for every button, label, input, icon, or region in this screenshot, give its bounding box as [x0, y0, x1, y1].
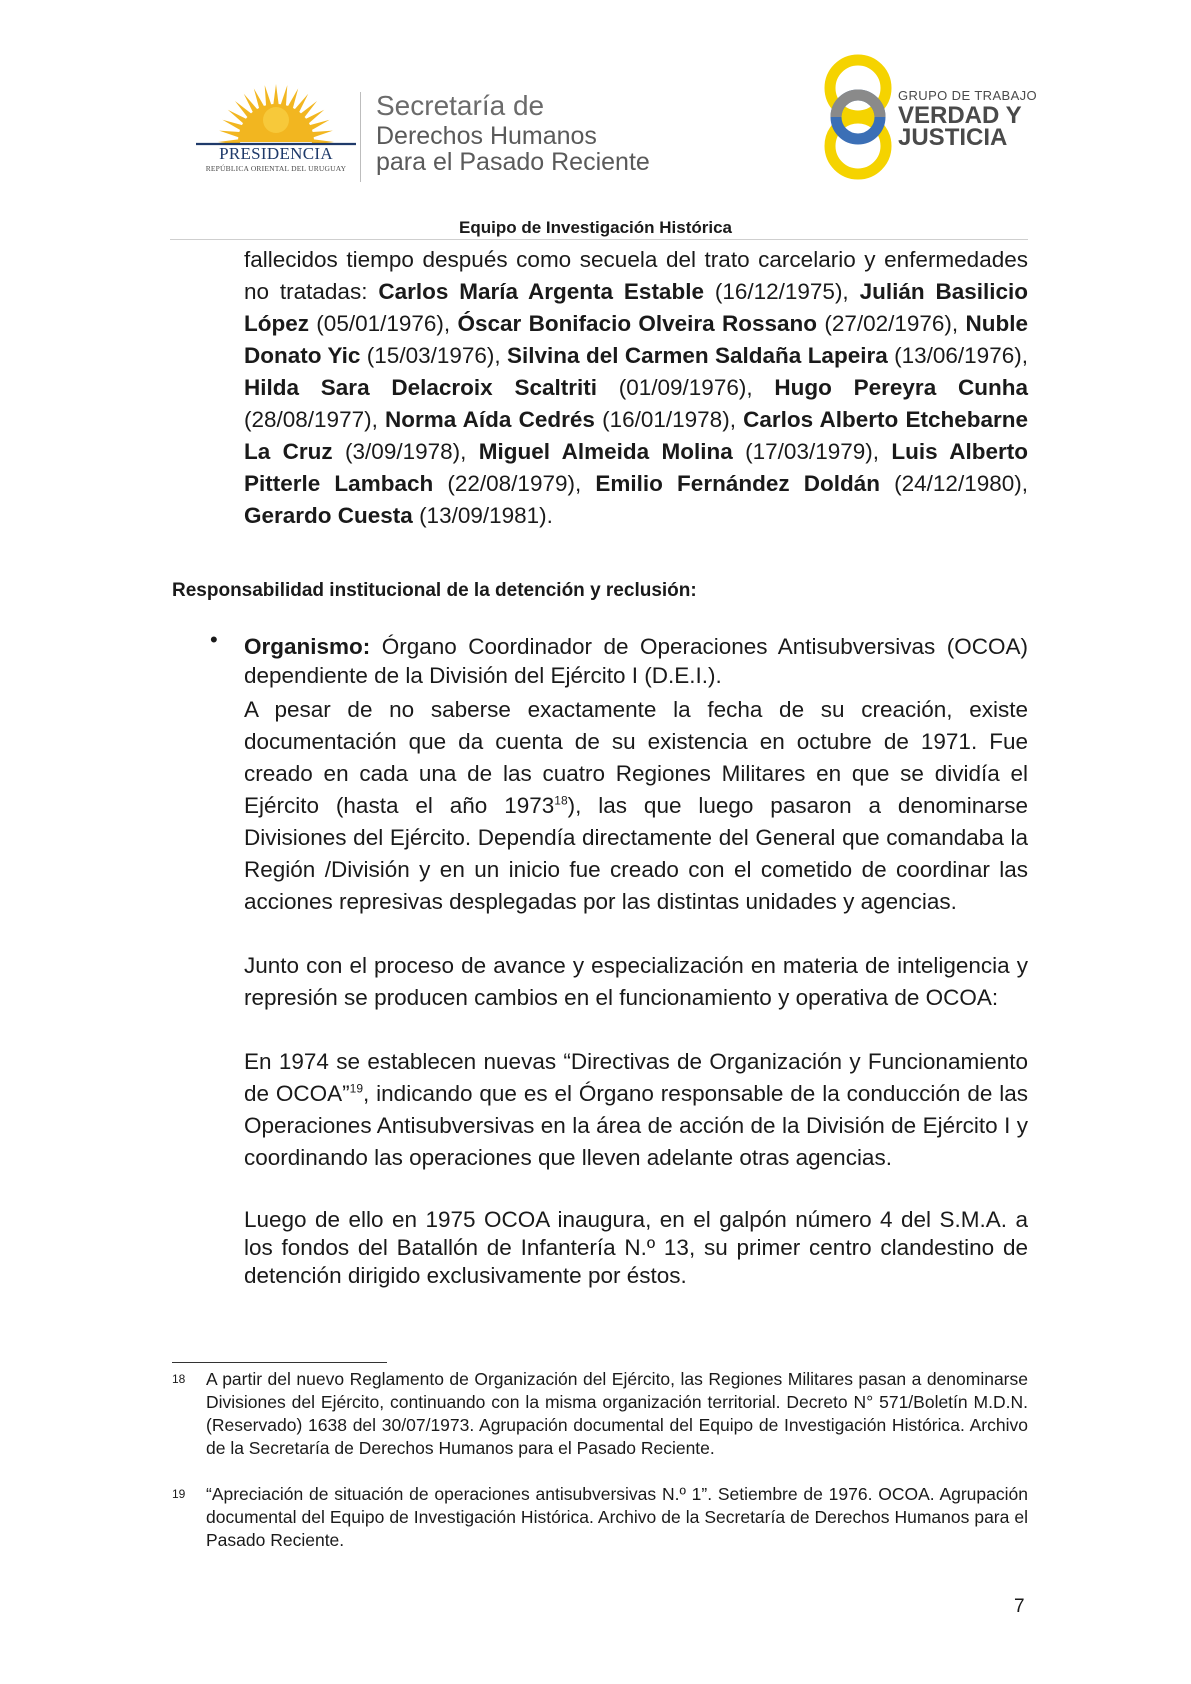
person-name: Hilda Sara Delacroix Scaltriti — [244, 375, 597, 400]
footnote-separator — [172, 1362, 387, 1363]
directives-paragraph — [244, 1046, 1028, 1174]
footnote-text: “Apreciación de situación de operaciones antisubversivas N.º 1”. Setiembre de 1976. OCOA. Agrupación documental del Equipo de Investigación Histórica. Archivo de la Secretaría de Derechos Humanos para el Pasado Reciente. — [206, 1484, 1028, 1550]
directives-text-a: En 1974 se establecen nuevas “Directivas de Organización y Funcionamiento de OCOA” — [244, 1049, 1028, 1106]
person-date: (17/03/1979), — [732, 439, 892, 464]
justicia-label: JUSTICIA — [898, 124, 1008, 151]
person-name: Emilio Fernández Doldán — [595, 471, 880, 496]
person-date: (13/09/1981). — [412, 503, 553, 528]
secretaria-line-2: Derechos Humanos — [376, 122, 597, 150]
person-name: Luis Alberto Pitterle Lambach — [244, 439, 1028, 496]
creation-text-b: ), las que luego pasaron a denominarse Divisiones del Ejército. Dependía directamente del General que comandaba la Región /División y en un inicio fue creado con el cometido de coordinar las acciones represivas desplegadas por las distintas unidades y agencias. — [244, 793, 1029, 914]
directives-text-b: , indicando que es el Órgano responsable de la conducción de las Operaciones Antisubversivas en la área de acción de la División de Ejército I y coordinando las operaciones que lleven adelante otras agencias. — [244, 1081, 1028, 1170]
footnote-ref[interactable]: 18 — [554, 793, 568, 808]
person-name: Gerardo Cuesta — [244, 503, 413, 528]
person-date: (16/01/1978), — [594, 407, 744, 432]
person-date: (28/08/1977), — [244, 407, 386, 432]
footnote-18 — [172, 1368, 1028, 1460]
footnote-number: 18 — [172, 1372, 186, 1386]
person-date: (01/09/1976), — [596, 375, 775, 400]
header-rule — [170, 239, 1028, 240]
presidencia-subtitle: REPÚBLICA ORIENTAL DEL URUGUAY — [205, 164, 347, 173]
person-name: Hugo Pereyra Cunha — [774, 375, 1028, 400]
person-name: Miguel Almeida Molina — [478, 439, 733, 464]
secretaria-line-3: para el Pasado Reciente — [376, 148, 650, 176]
person-name: Julián Basilicio López — [244, 279, 1028, 336]
header-divider — [360, 92, 361, 182]
person-date: (05/01/1976), — [309, 311, 458, 336]
team-title: Equipo de Investigación Histórica — [459, 218, 732, 237]
organismo-text: Órgano Coordinador de Operaciones Antisubversivas (OCOA) dependiente de la División del Ejército I (D.E.I.). — [244, 634, 1028, 688]
verdad-justicia-logo — [818, 54, 898, 184]
person-date: (13/06/1976), — [887, 343, 1028, 368]
person-name: Nuble Donato Yic — [244, 311, 1028, 368]
bullet-marker: • — [210, 627, 218, 652]
person-name: Silvina del Carmen Saldaña Lapeira — [507, 343, 888, 368]
deceased-intro: fallecidos tiempo después como secuela del trato carcelario y enfermedades no tratadas: — [244, 247, 1028, 304]
person-name: Carlos María Argenta Estable — [378, 279, 704, 304]
creation-paragraph — [244, 694, 1028, 918]
grupo-trabajo-label: GRUPO DE TRABAJO — [898, 88, 1038, 103]
deceased-paragraph — [244, 244, 1028, 532]
organismo-label: Organismo: — [244, 634, 371, 659]
page-header — [0, 0, 1191, 240]
footnote-number: 19 — [172, 1487, 186, 1501]
person-name: Óscar Bonifacio Olveira Rossano — [457, 311, 818, 336]
person-date: (15/03/1976), — [360, 343, 508, 368]
person-date: (16/12/1975), — [703, 279, 860, 304]
footnote-19 — [172, 1483, 1028, 1552]
section-heading: Responsabilidad institucional de la detención y reclusión: — [172, 580, 697, 601]
verdad-label: VERDAD Y — [898, 102, 1022, 129]
footnote-text: A partir del nuevo Reglamento de Organización del Ejército, las Regiones Militares pasan a denominarse Divisiones del Ejército, continuando con la misma organización territorial. Decreto N° 571/Boletín M.D.N. (Reservado) 1638 del 30/07/1973. Agrupación documental del Equipo de Investigación Histórica. Archivo de la Secretaría de Derechos Humanos para el Pasado Reciente. — [206, 1369, 1028, 1458]
inauguration-paragraph: Luego de ello en 1975 OCOA inaugura, en el galpón número 4 del S.M.A. a los fondos del Batallón de Infantería N.º 13, su primer centro clandestino de detención dirigido exclusivamente por éstos. — [244, 1207, 1028, 1288]
creation-text-a: A pesar de no saberse exactamente la fecha de su creación, existe documentación que da cuenta de su existencia en octubre de 1971. Fue creado en cada una de las cuatro Regiones Militares en que se dividía el Ejército (hasta el año 1973 — [244, 697, 1028, 818]
person-name: Norma Aída Cedrés — [385, 407, 595, 432]
person-date: (22/08/1979), — [433, 471, 596, 496]
person-date: (27/02/1976), — [817, 311, 966, 336]
page-number: 7 — [1014, 1596, 1025, 1617]
process-paragraph: Junto con el proceso de avance y especialización en materia de inteligencia y represión se producen cambios en el funcionamiento y operativa de OCOA: — [244, 953, 1028, 1010]
person-date: (3/09/1978), — [332, 439, 479, 464]
organismo-paragraph — [244, 632, 1028, 690]
person-name: Carlos Alberto Etchebarne La Cruz — [244, 407, 1028, 464]
person-date: (24/12/1980), — [879, 471, 1028, 496]
presidencia-label: PRESIDENCIA — [219, 144, 333, 163]
secretaria-line-1: Secretaría de — [376, 90, 545, 121]
footnote-ref[interactable]: 19 — [349, 1081, 364, 1096]
